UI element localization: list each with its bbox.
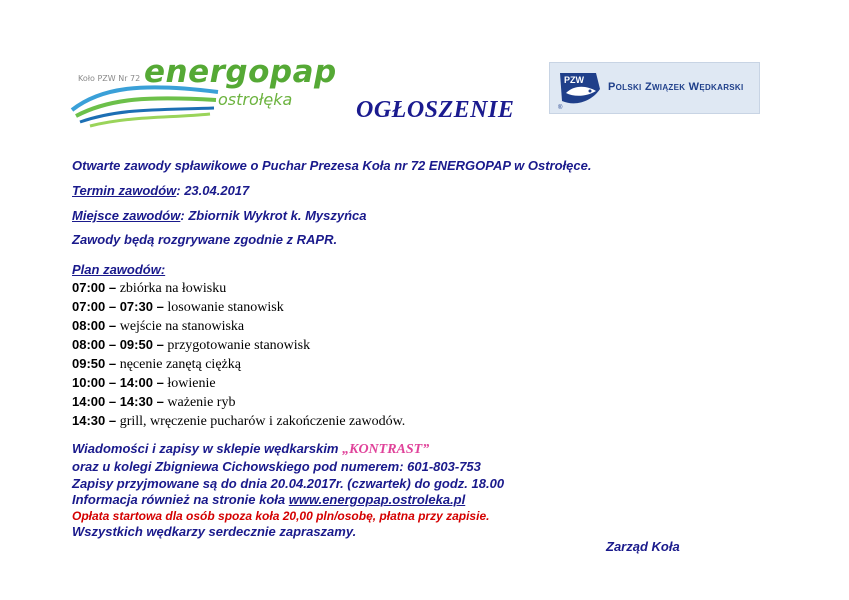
schedule-desc: łowienie <box>167 376 216 391</box>
schedule-row <box>72 299 284 316</box>
invite-text: Wszystkich wędkarzy serdecznie zapraszamy. <box>72 524 357 539</box>
termin-line <box>72 183 249 199</box>
schedule-row <box>72 337 310 354</box>
schedule-time: 09:50 <box>72 356 106 371</box>
info-line-1 <box>72 441 429 458</box>
schedule-dash: – <box>105 318 120 333</box>
schedule-dash: – <box>152 394 168 409</box>
rapr-text: Zawody będą rozgrywane zgodnie z RAPR. <box>72 232 338 247</box>
miejsce-line <box>72 208 367 224</box>
club-number: Koło PZW Nr 72 <box>78 74 141 83</box>
schedule-row <box>72 394 235 411</box>
schedule-time: 14:00 – 14:30 <box>72 394 153 409</box>
schedule-time: 07:00 <box>72 280 106 295</box>
schedule-desc: wejście na stanowiska <box>119 319 245 334</box>
schedule-time: 10:00 – 14:00 <box>72 375 153 390</box>
plan-heading: Plan zawodów: <box>72 262 166 277</box>
schedule-dash: – <box>152 337 168 352</box>
website-link[interactable]: www.energopap.ostroleka.pl <box>288 492 466 507</box>
info-shop-pre: Wiadomości i zapisy w sklepie wędkarskim <box>72 441 343 456</box>
fee-text: Opłata startowa dla osób spoza koła 20,00 pln/osobę, płatna przy zapisie. <box>72 509 490 523</box>
intro-text: Otwarte zawody spławikowe o Puchar Prezesa Koła nr 72 ENERGOPAP w Ostrołęce. <box>72 158 592 173</box>
info-website-pre: Informacja również na stronie koła <box>72 492 289 507</box>
schedule-row <box>72 356 241 373</box>
schedule-desc: zbiórka na łowisku <box>119 281 227 296</box>
info-line-4 <box>72 492 465 508</box>
schedule-row <box>72 413 405 430</box>
brand-name: energopap <box>144 54 337 90</box>
schedule-desc: losowanie stanowisk <box>167 300 284 315</box>
schedule-dash: – <box>152 299 168 314</box>
energopap-logo <box>70 52 340 130</box>
miejsce-value: : Zbiornik Wykrot k. Myszyńca <box>180 208 367 223</box>
info-line-3: Zapisy przyjmowane są do dnia 20.04.2017r. (czwartek) do godz. 18.00 <box>72 476 505 491</box>
schedule-desc: nęcenie zanętą ciężką <box>119 357 241 372</box>
schedule-row <box>72 318 244 335</box>
org-name: Polski Związek Wędkarski <box>608 81 744 93</box>
schedule-dash: – <box>152 375 168 390</box>
schedule-desc: grill, wręczenie pucharów i zakończenie zawodów. <box>119 414 406 429</box>
schedule-time: 08:00 – 09:50 <box>72 337 153 352</box>
schedule-row <box>72 375 216 392</box>
shop-name: „KONTRAST” <box>342 442 430 457</box>
schedule-time: 08:00 <box>72 318 106 333</box>
schedule-desc: przygotowanie stanowisk <box>167 338 311 353</box>
signature: Zarząd Koła <box>606 539 680 554</box>
miejsce-label: Miejsce zawodów <box>72 208 181 223</box>
schedule-desc: ważenie ryb <box>167 395 236 410</box>
svg-text:®: ® <box>558 105 563 111</box>
termin-label: Termin zawodów <box>72 183 177 198</box>
termin-value: : 23.04.2017 <box>176 183 250 198</box>
info-line-2: oraz u kolegi Zbigniewa Cichowskiego pod numerem: 601-803-753 <box>72 459 481 474</box>
emblem-text: PZW <box>564 75 584 85</box>
schedule-row <box>72 280 226 297</box>
pzw-fish-emblem-icon <box>556 67 604 111</box>
schedule-time: 14:30 <box>72 413 106 428</box>
page-title: OGŁOSZENIE <box>356 97 515 123</box>
pzw-logo <box>549 62 760 114</box>
schedule-dash: – <box>105 356 120 371</box>
schedule-time: 07:00 – 07:30 <box>72 299 153 314</box>
schedule-dash: – <box>105 280 120 295</box>
brand-city: ostrołęka <box>218 90 293 109</box>
schedule-dash: – <box>105 413 120 428</box>
